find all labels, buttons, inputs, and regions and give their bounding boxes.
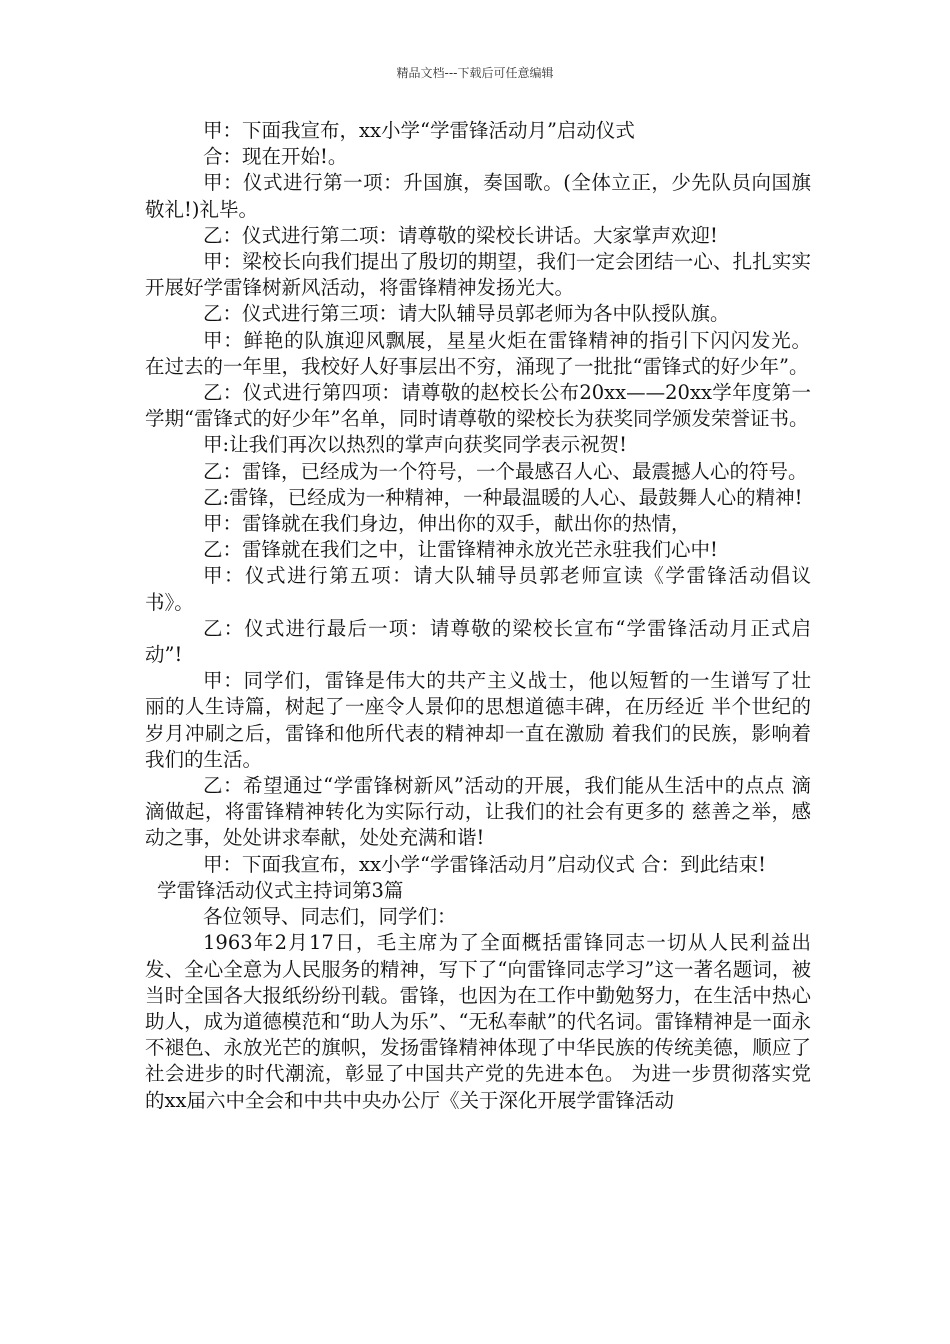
paragraph: 甲：同学们，雷锋是伟大的共产主义战士，他以短暂的一生谱写了壮 丽的人生诗篇，树起了一座令人景仰的思想道德丰碑，在历经近 半个世纪的岁月冲刷之后，雷锋和他所代表的精神却一直在激励 着我们的民族，影响着我们的生活。 [145, 669, 811, 771]
paragraph: 乙：雷锋，已经成为一个符号，一个最感召人心、最震撼人心的符号。 [203, 459, 808, 483]
paragraph: 甲：梁校长向我们提出了殷切的期望，我们一定会团结一心、扎扎实实开展好学雷锋树新风活动，将雷锋精神发扬光大。 [145, 250, 811, 300]
paragraph: 乙：仪式进行第三项：请大队辅导员郭老师为各中队授队旗。 [203, 302, 730, 326]
paragraph: 1963年2月17日，毛主席为了全面概括雷锋同志一切从人民利益出发、全心全意为人民服务的精神，写下了“向雷锋同志学习”这一著名题词，被当时全国各大报纸纷纷刊载。雷锋，也因为在工作中勤勉努力，在生活中热心助人，成为道德模范和“助人为乐”、“无私奉献”的代名词。雷锋精神是一面永不褪色、永放光芒的旗帜，发扬雷锋精神体现了中华民族的传统美德，顺应了社会进步的时代潮流，彰显了中国共产党的先进本色。 为进一步贯彻落实党的xx届六中全会和中共中央办公厅《关于深化开展学雷锋活动 [145, 931, 811, 1112]
document-body [145, 118, 811, 1114]
paragraph: 乙：仪式进行最后一项：请尊敬的梁校长宣布“学雷锋活动月正式启动”! [145, 616, 811, 667]
paragraph: 甲:让我们再次以热烈的掌声向获奖同学表示祝贺! [203, 433, 627, 457]
paragraph: 乙：仪式进行第二项：请尊敬的梁校长讲话。大家掌声欢迎! [203, 223, 718, 247]
paragraph: 甲：下面我宣布，xx小学“学雷锋活动月”启动仪式 合：到此结束! [203, 852, 766, 876]
paragraph: 乙:雷锋，已经成为一种精神，一种最温暖的人心、最鼓舞人心的精神! [203, 485, 803, 509]
section-title: 学雷锋活动仪式主持词第3篇 [157, 878, 404, 902]
paragraph: 甲：仪式进行第五项：请大队辅导员郭老师宣读《学雷锋活动倡议书》。 [145, 564, 811, 614]
paragraph: 各位领导、同志们，同学们： [203, 905, 457, 929]
page-header: 精品文档---下载后可任意编辑 [396, 66, 554, 80]
paragraph: 甲：仪式进行第一项：升国旗，奏国歌。(全体立正，少先队员向国旗敬礼!)礼毕。 [145, 171, 811, 221]
paragraph: 合：现在开始!。 [203, 145, 348, 169]
paragraph: 乙：仪式进行第四项：请尊敬的赵校长公布20xx——20xx学年度第一学期“雷锋式的好少年”名单，同时请尊敬的梁校长为获奖同学颁发荣誉证书。 [145, 381, 811, 431]
paragraph: 甲：下面我宣布，xx小学“学雷锋活动月”启动仪式 [203, 119, 635, 142]
paragraph: 乙：雷锋就在我们之中，让雷锋精神永放光芒永驻我们心中! [203, 538, 718, 562]
paragraph: 乙：希望通过“学雷锋树新风”活动的开展，我们能从生活中的点点 滴滴做起，将雷锋精神转化为实际行动，让我们的社会有更多的 慈善之举，感动之事，处处讲求奉献，处处充满和谐! [145, 774, 811, 850]
paragraph: 甲：鲜艳的队旗迎风飘展，星星火炬在雷锋精神的指引下闪闪发光。 在过去的一年里，我校好人好事层出不穷，涌现了一批批“雷锋式的好少年”。 [145, 328, 811, 378]
paragraph: 甲：雷锋就在我们身边，伸出你的双手，献出你的热情， [203, 512, 691, 536]
